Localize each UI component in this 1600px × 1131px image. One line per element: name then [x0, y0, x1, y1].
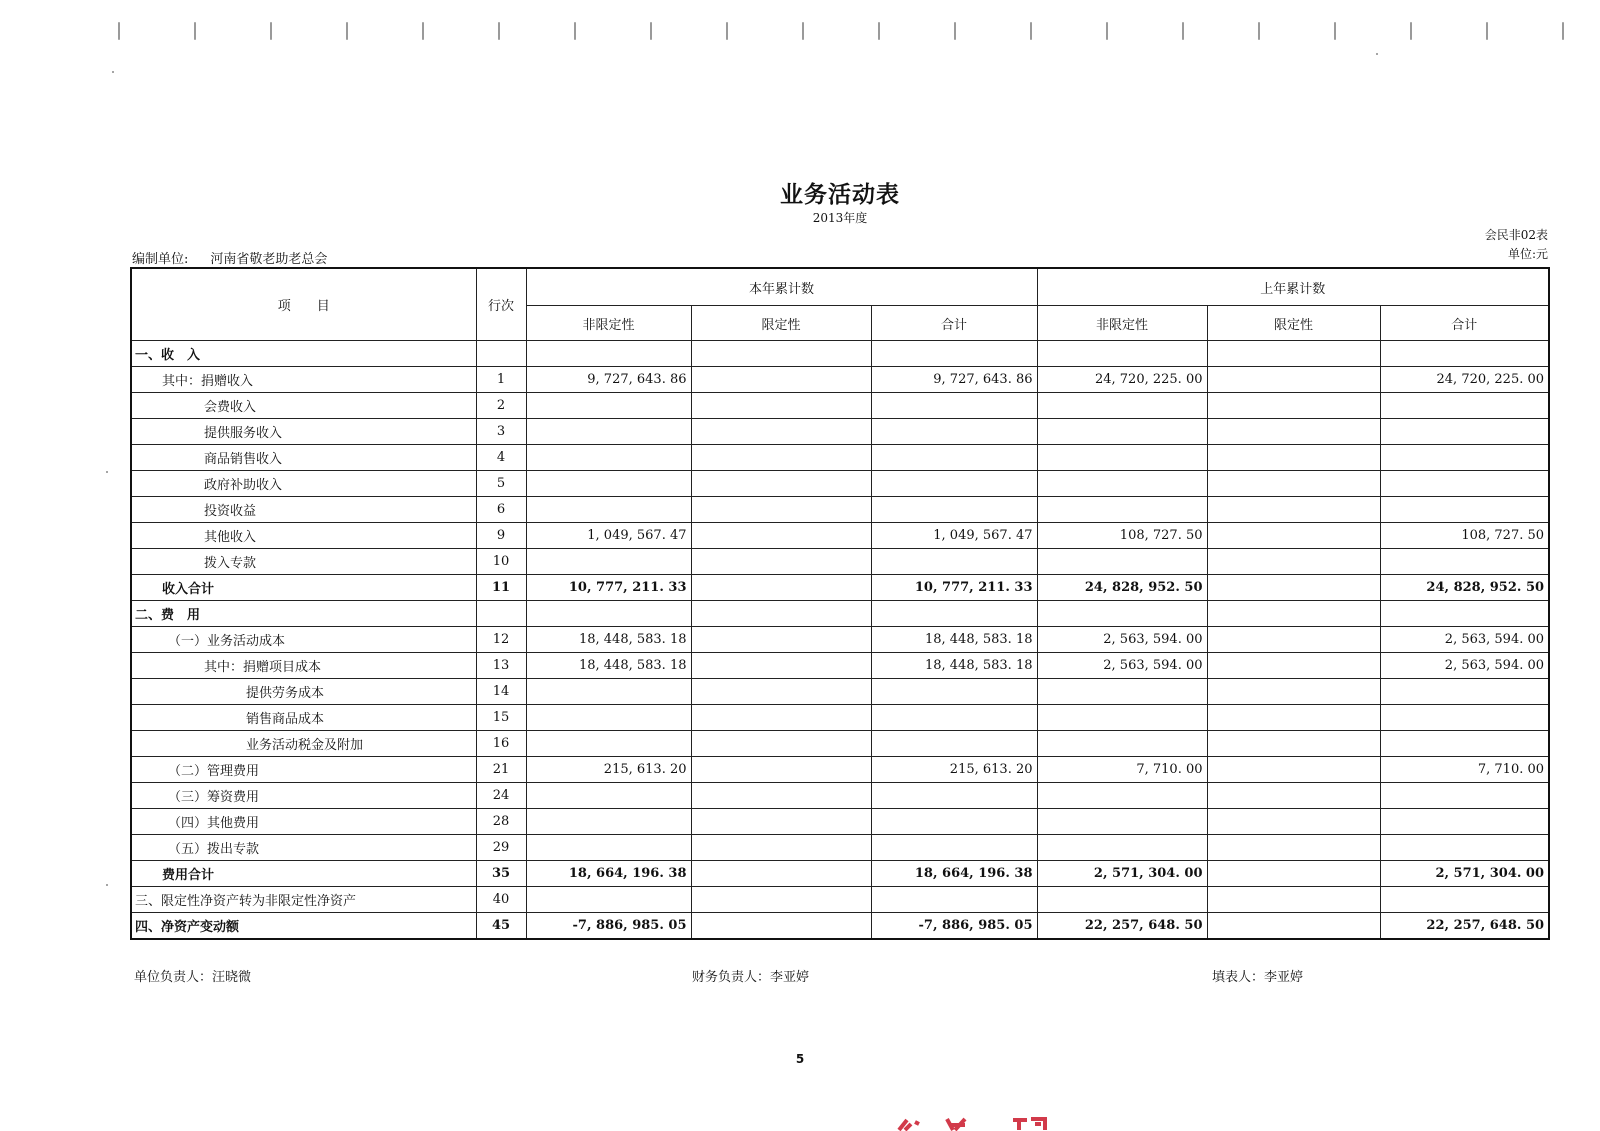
- line-no-cell: 24: [476, 783, 526, 809]
- table-row: [131, 393, 1549, 419]
- table-row: [131, 419, 1549, 445]
- current-unrestricted-cell: [526, 341, 691, 367]
- table-row: [131, 497, 1549, 523]
- current-restricted-cell: [691, 705, 871, 731]
- binder-mark: [726, 22, 728, 40]
- current-unrestricted-cell: [526, 679, 691, 705]
- scan-speck: [106, 884, 108, 886]
- line-no-cell: [476, 601, 526, 627]
- header-current-restricted: 限定性: [691, 306, 871, 341]
- item-cell: （三）筹资费用: [131, 783, 476, 809]
- current-restricted-cell: [691, 419, 871, 445]
- prior-unrestricted-cell: 2, 571, 304. 00: [1037, 861, 1207, 887]
- table-row: [131, 601, 1549, 627]
- item-cell: （五）拨出专款: [131, 835, 476, 861]
- current-total-cell: [871, 705, 1037, 731]
- prior-unrestricted-cell: [1037, 445, 1207, 471]
- current-unrestricted-cell: [526, 549, 691, 575]
- footer-preparer: 填表人：李亚婷: [1212, 970, 1304, 985]
- current-restricted-cell: [691, 627, 871, 653]
- item-cell: 四、净资产变动额: [131, 913, 476, 940]
- binder-mark: [1334, 22, 1336, 40]
- item-cell: 收入合计: [131, 575, 476, 601]
- prior-total-cell: 2, 563, 594. 00: [1380, 653, 1549, 679]
- prior-total-cell: [1380, 887, 1549, 913]
- current-total-cell: [871, 393, 1037, 419]
- table-row: [131, 757, 1549, 783]
- item-cell: 二、费 用: [131, 601, 476, 627]
- binder-mark: [1182, 22, 1184, 40]
- current-unrestricted-cell: 1, 049, 567. 47: [526, 523, 691, 549]
- item-cell: 提供劳务成本: [131, 679, 476, 705]
- current-restricted-cell: [691, 913, 871, 940]
- header-current-year: 本年累计数: [526, 268, 1037, 306]
- prior-unrestricted-cell: [1037, 705, 1207, 731]
- prior-restricted-cell: [1207, 809, 1380, 835]
- prior-restricted-cell: [1207, 523, 1380, 549]
- prior-restricted-cell: [1207, 575, 1380, 601]
- current-restricted-cell: [691, 809, 871, 835]
- line-no-cell: 15: [476, 705, 526, 731]
- table-row: [131, 835, 1549, 861]
- footer-finance-head: 财务负责人：李亚婷: [692, 970, 810, 985]
- prior-unrestricted-cell: [1037, 393, 1207, 419]
- current-unrestricted-cell: [526, 497, 691, 523]
- current-unrestricted-cell: 18, 664, 196. 38: [526, 861, 691, 887]
- line-no-cell: 45: [476, 913, 526, 940]
- item-cell: （四）其他费用: [131, 809, 476, 835]
- binder-mark: [194, 22, 196, 40]
- prior-restricted-cell: [1207, 705, 1380, 731]
- prior-total-cell: [1380, 549, 1549, 575]
- prior-total-cell: [1380, 497, 1549, 523]
- prior-unrestricted-cell: 24, 828, 952. 50: [1037, 575, 1207, 601]
- current-total-cell: [871, 549, 1037, 575]
- current-total-cell: [871, 679, 1037, 705]
- binder-mark: [1486, 22, 1488, 40]
- prior-restricted-cell: [1207, 393, 1380, 419]
- prior-total-cell: [1380, 731, 1549, 757]
- current-total-cell: 9, 727, 643. 86: [871, 367, 1037, 393]
- prior-restricted-cell: [1207, 601, 1380, 627]
- item-cell: 其他收入: [131, 523, 476, 549]
- current-restricted-cell: [691, 861, 871, 887]
- item-cell: 一、收 入: [131, 341, 476, 367]
- current-unrestricted-cell: 9, 727, 643. 86: [526, 367, 691, 393]
- current-restricted-cell: [691, 393, 871, 419]
- prior-total-cell: [1380, 705, 1549, 731]
- binder-mark: [954, 22, 956, 40]
- line-no-cell: 3: [476, 419, 526, 445]
- current-total-cell: 18, 448, 583. 18: [871, 627, 1037, 653]
- current-unrestricted-cell: [526, 835, 691, 861]
- table-row: [131, 679, 1549, 705]
- table-row: [131, 549, 1549, 575]
- prior-unrestricted-cell: [1037, 601, 1207, 627]
- current-unrestricted-cell: [526, 393, 691, 419]
- line-no-cell: 2: [476, 393, 526, 419]
- binder-mark: [1562, 22, 1564, 40]
- item-cell: （二）管理费用: [131, 757, 476, 783]
- current-restricted-cell: [691, 523, 871, 549]
- prior-total-cell: 7, 710. 00: [1380, 757, 1549, 783]
- current-unrestricted-cell: 18, 448, 583. 18: [526, 627, 691, 653]
- line-no-cell: 6: [476, 497, 526, 523]
- item-cell: 政府补助收入: [131, 471, 476, 497]
- header-prior-unrestricted: 非限定性: [1037, 306, 1207, 341]
- prior-restricted-cell: [1207, 445, 1380, 471]
- prior-restricted-cell: [1207, 835, 1380, 861]
- current-total-cell: [871, 471, 1037, 497]
- preparing-organization: [132, 248, 327, 267]
- table-row: [131, 783, 1549, 809]
- current-restricted-cell: [691, 653, 871, 679]
- prior-total-cell: [1380, 835, 1549, 861]
- current-total-cell: [871, 341, 1037, 367]
- current-unrestricted-cell: 18, 448, 583. 18: [526, 653, 691, 679]
- prior-total-cell: [1380, 783, 1549, 809]
- line-no-cell: 16: [476, 731, 526, 757]
- item-cell: 三、限定性净资产转为非限定性净资产: [131, 887, 476, 913]
- binder-mark: [498, 22, 500, 40]
- header-item: 项 目: [131, 268, 476, 341]
- prior-total-cell: [1380, 809, 1549, 835]
- binder-mark: [270, 22, 272, 40]
- prior-total-cell: [1380, 419, 1549, 445]
- report-year: 2013年度: [812, 211, 868, 225]
- prior-unrestricted-cell: [1037, 549, 1207, 575]
- current-total-cell: -7, 886, 985. 05: [871, 913, 1037, 940]
- current-restricted-cell: [691, 783, 871, 809]
- table-row: [131, 731, 1549, 757]
- current-unrestricted-cell: 10, 777, 211. 33: [526, 575, 691, 601]
- prior-total-cell: [1380, 393, 1549, 419]
- header-line-no: 行次: [476, 268, 526, 341]
- item-cell: 费用合计: [131, 861, 476, 887]
- header-prior-year: 上年累计数: [1037, 268, 1549, 306]
- line-no-cell: 28: [476, 809, 526, 835]
- table-row: [131, 705, 1549, 731]
- line-no-cell: 10: [476, 549, 526, 575]
- prior-total-cell: 2, 571, 304. 00: [1380, 861, 1549, 887]
- binder-mark: [422, 22, 424, 40]
- current-restricted-cell: [691, 679, 871, 705]
- current-unrestricted-cell: [526, 887, 691, 913]
- table-row: [131, 575, 1549, 601]
- prior-unrestricted-cell: [1037, 783, 1207, 809]
- current-restricted-cell: [691, 367, 871, 393]
- scan-speck: [1376, 53, 1378, 55]
- prior-total-cell: 2, 563, 594. 00: [1380, 627, 1549, 653]
- scan-speck: [106, 471, 108, 473]
- current-total-cell: [871, 731, 1037, 757]
- table-row: [131, 471, 1549, 497]
- header-prior-total: 合计: [1380, 306, 1549, 341]
- prior-unrestricted-cell: 24, 720, 225. 00: [1037, 367, 1207, 393]
- prior-restricted-cell: [1207, 653, 1380, 679]
- current-restricted-cell: [691, 549, 871, 575]
- current-unrestricted-cell: [526, 471, 691, 497]
- current-unrestricted-cell: [526, 783, 691, 809]
- binder-hole-marks: [40, 22, 1540, 52]
- table-row: [131, 367, 1549, 393]
- binder-mark: [1258, 22, 1260, 40]
- table-row: [131, 627, 1549, 653]
- current-restricted-cell: [691, 471, 871, 497]
- current-unrestricted-cell: 215, 613. 20: [526, 757, 691, 783]
- prior-restricted-cell: [1207, 549, 1380, 575]
- prior-unrestricted-cell: [1037, 471, 1207, 497]
- prior-total-cell: [1380, 679, 1549, 705]
- current-total-cell: [871, 887, 1037, 913]
- table-row: [131, 887, 1549, 913]
- prior-unrestricted-cell: 7, 710. 00: [1037, 757, 1207, 783]
- org-name: 河南省敬老助老总会: [210, 252, 328, 267]
- line-no-cell: 14: [476, 679, 526, 705]
- prior-total-cell: 108, 727. 50: [1380, 523, 1549, 549]
- prior-restricted-cell: [1207, 913, 1380, 940]
- prior-unrestricted-cell: [1037, 887, 1207, 913]
- prior-restricted-cell: [1207, 419, 1380, 445]
- line-no-cell: 40: [476, 887, 526, 913]
- prior-total-cell: 22, 257, 648. 50: [1380, 913, 1549, 940]
- current-total-cell: [871, 835, 1037, 861]
- report-title: 业务活动表: [780, 181, 900, 208]
- item-cell: 商品销售收入: [131, 445, 476, 471]
- currency-unit: 单位:元: [1507, 247, 1548, 261]
- binder-mark: [118, 22, 120, 40]
- item-cell: 会费收入: [131, 393, 476, 419]
- prior-restricted-cell: [1207, 471, 1380, 497]
- header-current-total: 合计: [871, 306, 1037, 341]
- table-body: [131, 341, 1549, 940]
- binder-mark: [1410, 22, 1412, 40]
- current-total-cell: [871, 601, 1037, 627]
- table-row: [131, 445, 1549, 471]
- current-unrestricted-cell: [526, 601, 691, 627]
- current-total-cell: [871, 809, 1037, 835]
- current-unrestricted-cell: [526, 419, 691, 445]
- table-row: [131, 523, 1549, 549]
- binder-mark: [574, 22, 576, 40]
- current-total-cell: 215, 613. 20: [871, 757, 1037, 783]
- scan-speck: [112, 71, 114, 73]
- prior-unrestricted-cell: 22, 257, 648. 50: [1037, 913, 1207, 940]
- current-unrestricted-cell: [526, 731, 691, 757]
- current-restricted-cell: [691, 497, 871, 523]
- page-number: 5: [795, 1052, 805, 1066]
- prior-total-cell: [1380, 601, 1549, 627]
- line-no-cell: 35: [476, 861, 526, 887]
- current-unrestricted-cell: [526, 705, 691, 731]
- line-no-cell: 5: [476, 471, 526, 497]
- table-row: [131, 913, 1549, 940]
- org-label: 编制单位:: [132, 252, 189, 267]
- prior-total-cell: [1380, 445, 1549, 471]
- prior-restricted-cell: [1207, 783, 1380, 809]
- current-unrestricted-cell: -7, 886, 985. 05: [526, 913, 691, 940]
- current-restricted-cell: [691, 757, 871, 783]
- current-restricted-cell: [691, 341, 871, 367]
- binder-mark: [1030, 22, 1032, 40]
- line-no-cell: 4: [476, 445, 526, 471]
- line-no-cell: 1: [476, 367, 526, 393]
- prior-restricted-cell: [1207, 887, 1380, 913]
- prior-restricted-cell: [1207, 679, 1380, 705]
- line-no-cell: 21: [476, 757, 526, 783]
- prior-total-cell: 24, 828, 952. 50: [1380, 575, 1549, 601]
- header-prior-restricted: 限定性: [1207, 306, 1380, 341]
- current-total-cell: 18, 448, 583. 18: [871, 653, 1037, 679]
- form-code: 会民非02表: [1484, 228, 1548, 242]
- binder-mark: [802, 22, 804, 40]
- table-row: [131, 861, 1549, 887]
- prior-unrestricted-cell: [1037, 497, 1207, 523]
- item-cell: 销售商品成本: [131, 705, 476, 731]
- header-current-unrestricted: 非限定性: [526, 306, 691, 341]
- line-no-cell: 13: [476, 653, 526, 679]
- footer-unit-head: 单位负责人：汪晓微: [134, 970, 252, 985]
- prior-unrestricted-cell: [1037, 419, 1207, 445]
- prior-restricted-cell: [1207, 497, 1380, 523]
- line-no-cell: 9: [476, 523, 526, 549]
- table-row: [131, 341, 1549, 367]
- current-unrestricted-cell: [526, 445, 691, 471]
- prior-unrestricted-cell: 2, 563, 594. 00: [1037, 627, 1207, 653]
- current-total-cell: 18, 664, 196. 38: [871, 861, 1037, 887]
- red-seal-fragment: [895, 1116, 1070, 1131]
- binder-mark: [650, 22, 652, 40]
- prior-unrestricted-cell: [1037, 341, 1207, 367]
- item-cell: 其中：捐赠收入: [131, 367, 476, 393]
- prior-unrestricted-cell: 2, 563, 594. 00: [1037, 653, 1207, 679]
- prior-total-cell: 24, 720, 225. 00: [1380, 367, 1549, 393]
- table-row: [131, 653, 1549, 679]
- item-cell: 提供服务收入: [131, 419, 476, 445]
- prior-restricted-cell: [1207, 367, 1380, 393]
- current-restricted-cell: [691, 887, 871, 913]
- prior-unrestricted-cell: 108, 727. 50: [1037, 523, 1207, 549]
- current-restricted-cell: [691, 731, 871, 757]
- business-activity-table: [130, 267, 1550, 940]
- current-restricted-cell: [691, 601, 871, 627]
- prior-restricted-cell: [1207, 341, 1380, 367]
- prior-restricted-cell: [1207, 757, 1380, 783]
- prior-total-cell: [1380, 341, 1549, 367]
- item-cell: （一）业务活动成本: [131, 627, 476, 653]
- current-restricted-cell: [691, 835, 871, 861]
- prior-restricted-cell: [1207, 861, 1380, 887]
- prior-restricted-cell: [1207, 627, 1380, 653]
- line-no-cell: [476, 341, 526, 367]
- binder-mark: [1106, 22, 1108, 40]
- line-no-cell: 12: [476, 627, 526, 653]
- prior-restricted-cell: [1207, 731, 1380, 757]
- prior-total-cell: [1380, 471, 1549, 497]
- current-unrestricted-cell: [526, 809, 691, 835]
- current-restricted-cell: [691, 575, 871, 601]
- line-no-cell: 29: [476, 835, 526, 861]
- prior-unrestricted-cell: [1037, 679, 1207, 705]
- line-no-cell: 11: [476, 575, 526, 601]
- current-restricted-cell: [691, 445, 871, 471]
- current-total-cell: [871, 497, 1037, 523]
- binder-mark: [878, 22, 880, 40]
- current-total-cell: [871, 783, 1037, 809]
- current-total-cell: [871, 445, 1037, 471]
- current-total-cell: [871, 419, 1037, 445]
- prior-unrestricted-cell: [1037, 809, 1207, 835]
- current-total-cell: 10, 777, 211. 33: [871, 575, 1037, 601]
- item-cell: 拨入专款: [131, 549, 476, 575]
- item-cell: 投资收益: [131, 497, 476, 523]
- prior-unrestricted-cell: [1037, 835, 1207, 861]
- item-cell: 其中：捐赠项目成本: [131, 653, 476, 679]
- item-cell: 业务活动税金及附加: [131, 731, 476, 757]
- prior-unrestricted-cell: [1037, 731, 1207, 757]
- table-row: [131, 809, 1549, 835]
- current-total-cell: 1, 049, 567. 47: [871, 523, 1037, 549]
- binder-mark: [346, 22, 348, 40]
- header-row-groups: [131, 268, 1549, 306]
